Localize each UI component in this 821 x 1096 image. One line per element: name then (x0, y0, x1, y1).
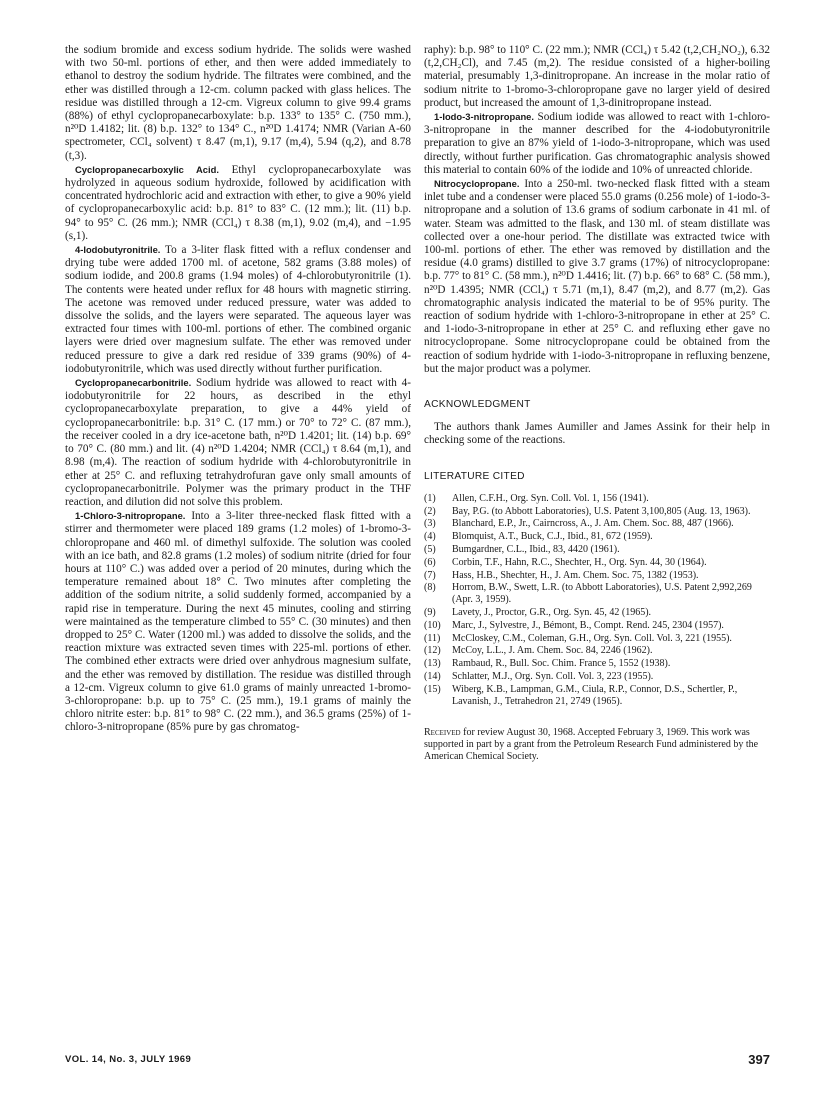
reference-number: (12) (424, 645, 441, 657)
section-heading: 1-Chloro-3-nitropropane. (75, 510, 186, 522)
reference-number: (5) (424, 544, 436, 556)
section-heading: Cyclopropanecarboxylic Acid. (75, 163, 219, 175)
reference-text: Allen, C.F.H., Org. Syn. Coll. Vol. 1, 156 (1941). (452, 492, 649, 504)
reference-number: (4) (424, 531, 436, 543)
reference-number: (14) (424, 671, 441, 683)
paragraph-text: the sodium bromide and excess sodium hydride. The solids were washed with two 50-ml. portions of ether, and then were added immediately to ethanol to destroy the sodium hydride. The filtrates were combined, and the ether was distilled through a 12-cm. column packed with glass helices. The residue was distilled through a 12-cm. Vigreux column to give 99.4 grams (88%) of ethyl cyclopropanecarboxylate: b.p. 133° to 135° C. (750 mm.), n²⁰D 1.4182; lit. (8) b.p. 132° to 134° C., n²⁰D 1.4174; NMR (Varian A-60 spectrometer, CCl₄ solvent) τ 8.47 (m,1), 9.17 (m,4), 5.94 (q,2), and 8.78 (t,3). (65, 44, 411, 162)
reference-text: Blanchard, E.P., Jr., Cairncross, A., J. Am. Chem. Soc. 88, 487 (1966). (452, 518, 734, 530)
paragraph-ester-workup (65, 44, 411, 163)
reference-text: Wiberg, K.B., Lampman, G.M., Ciula, R.P., Connor, D.S., Schertler, P., Lavanish, J., Tetrahedron 21, 2749 (1965). (452, 683, 738, 707)
reference-text: Bumgardner, C.L., Ibid., 83, 4420 (1961). (452, 544, 620, 556)
paragraph-text: Sodium iodide was allowed to react with 1-chloro-3-nitropropane in the manner described for the 4-iodobutyronitrile preparation to give an 87% yield of 1-iodo-3-nitropropane, which was used directly, without further purification. Gas chromatographic analysis showed this material to contain 60% of the iodide and 10% of unreacted chloride. (424, 111, 770, 176)
reference-text: Hass, H.B., Shechter, H., J. Am. Chem. Soc. 75, 1382 (1953). (452, 569, 699, 581)
paragraph-text: raphy): b.p. 98° to 110° C. (22 mm.); NMR (CCl₄) τ 5.42 (t,2,CH₂NO₂), 6.32 (t,2,CH₂Cl), and 7.45 (m,2). The residue consisted of a higher-boiling material, presumably 1,3-dinitropropane. An increase in the molar ratio of sodium nitrite to 1-bromo-3-chloropropane gave no larger yield of desired product, but increased the amount of 1,3-dinitropropane instead. (424, 44, 770, 109)
reference-text: Schlatter, M.J., Org. Syn. Coll. Vol. 3, 223 (1955). (452, 671, 654, 683)
reference-item (424, 658, 770, 670)
paragraph-chloro-nitropropane (65, 509, 411, 734)
reference-item (424, 607, 770, 619)
reference-number: (15) (424, 683, 441, 695)
reference-text: McCloskey, C.M., Coleman, G.H., Org. Syn. Coll. Vol. 3, 221 (1955). (452, 632, 732, 644)
reference-number: (11) (424, 632, 441, 644)
paragraph-cyclopropanecarbonitrile (65, 376, 411, 509)
received-text: for review August 30, 1968. Accepted February 3, 1969. This work was supported in part by a grant from the Petroleum Research Fund administered by the American Chemical Society. (424, 727, 759, 763)
paragraph-text: Into a 3-liter three-necked flask fitted with a stirrer and thermometer were placed 189 grams (1.2 moles) of 1-bromo-3-chloropropane and 460 ml. of dimethyl sulfoxide. The solution was cooled with an ice bath, and 82.8 grams (1.2 moles) of sodium nitrite (dried for four hours at 110° C.) was added over a period of 20 minutes, during which the temperature remained about 18° C. Two minutes after completing the addition of the sodium nitrite, a solid suddenly formed, accompanied by a rapid rise in temperature. During the next 45 minutes, cooling and stirring were maintained as the temperature climbed to 55° C. (30 minutes) and then dropped to 25° C. Water (1200 ml.) was added to dissolve the solids, and the reaction mixture was extracted seven times with 225-ml. portions of ether. The combined ether extracts were dried over anhydrous magnesium sulfate, and the ether was removed by distillation. The residue was distilled through a 12-cm. Vigreux column to give 61.0 grams of mainly unreacted 1-bromo-3-chloropropane: b.p. up to 75° C. (25 mm.), 19.1 grams of mainly the chloro nitrite ester: b.p. 81° to 98° C. (22 mm.), and 36.5 grams (25%) of 1-chloro-3-nitropropane (85% pure by gas chromatog- (65, 510, 411, 734)
reference-item (424, 493, 770, 505)
reference-text: Blomquist, A.T., Buck, C.J., Ibid., 81, 672 (1959). (452, 531, 653, 543)
reference-number: (13) (424, 658, 441, 670)
reference-number: (7) (424, 569, 436, 581)
reference-item (424, 582, 770, 606)
reference-text: Corbin, T.F., Hahn, R.C., Shechter, H., Org. Syn. 44, 30 (1964). (452, 556, 707, 568)
reference-text: Bay, P.G. (to Abbott Laboratories), U.S. Patent 3,100,805 (Aug. 13, 1963). (452, 505, 751, 517)
acknowledgment-heading: ACKNOWLEDGMENT (424, 399, 531, 411)
reference-item (424, 684, 770, 708)
reference-number: (9) (424, 607, 436, 619)
reference-number: (10) (424, 619, 441, 631)
reference-number: (2) (424, 505, 436, 517)
paragraph-nitrocyclopropane (424, 177, 770, 376)
page-footer (65, 1052, 770, 1068)
reference-text: Horrom, B.W., Swett, L.R. (to Abbott Laboratories), U.S. Patent 2,992,269 (Apr. 3, 1959). (452, 582, 752, 606)
reference-text: Lavety, J., Proctor, G.R., Org. Syn. 45, 42 (1965). (452, 607, 652, 619)
reference-item (424, 633, 770, 645)
reference-text: McCoy, L.L., J. Am. Chem. Soc. 84, 2246 (1962). (452, 645, 653, 657)
reference-number: (8) (424, 582, 436, 594)
acknowledgment-text: The authors thank James Aumiller and James Assink for their help in checking some of the reactions. (424, 421, 770, 447)
paragraph-iodo-nitropropane (424, 110, 770, 177)
literature-cited-heading: LITERATURE CITED (424, 470, 525, 482)
reference-item (424, 645, 770, 657)
left-column (65, 44, 411, 735)
reference-text: Rambaud, R., Bull. Soc. Chim. France 5, 1552 (1938). (452, 658, 671, 670)
section-heading: Cyclopropanecarbonitrile. (75, 377, 192, 389)
reference-item (424, 544, 770, 556)
paragraph-chromatography-continued (424, 44, 770, 110)
reference-number: (1) (424, 492, 436, 504)
reference-number: (6) (424, 556, 436, 568)
paragraph-iodobutyronitrile (65, 243, 411, 376)
reference-item (424, 570, 770, 582)
reference-item (424, 557, 770, 569)
page-number: 397 (748, 1052, 770, 1067)
reference-item (424, 531, 770, 543)
paragraph-text: Sodium hydride was allowed to react with 4-iodobutyronitrile for 22 hours, as described in the ethyl cyclopropanecarboxylate preparation, to give a 44% yield of cyclopropanecarbonitrile: b.p. 31° C. (17 mm.) or 70° to 72° C. (87 mm.), the receiver cooled in a dry ice-acetone bath, n²⁰D 1.4201; lit. (14) b.p. 69° to 70° C. (80 mm.) and lit. (4) n²⁰D 1.4204; NMR (CCl₄) τ 8.64 (m,1), and 8.98 (m,4). The reaction of sodium hydride with 4-chlorobutyronitrile in ether at 25° C. and refluxing tetrahydrofuran gave only small amounts of cyclopropanecarbonitrile. Polymer was the primary product in the THF reaction, and dilution did not solve this problem. (65, 377, 411, 508)
paragraph-text: Ethyl cyclopropanecarboxylate was hydrolyzed in aqueous sodium hydroxide, followed by acidification with concentrated hydrochloric acid and extraction with ether, to give a 90% yield of cyclopropanecarboxylic acid: b.p. 81° to 83° C. (12 mm.); lit. (11) b.p. 94° to 95° C. (26 mm.); NMR (CCl₄) τ 8.38 (m,1), 9.02 (m,4), and −1.95 (s,1). (65, 163, 411, 242)
journal-issue: VOL. 14, No. 3, JULY 1969 (65, 1054, 192, 1065)
reference-item (424, 506, 770, 518)
reference-item (424, 671, 770, 683)
reference-number: (3) (424, 518, 436, 530)
paragraph-cyclopropanecarboxylic-acid (65, 163, 411, 243)
reference-item (424, 518, 770, 530)
received-label: Received (424, 727, 461, 739)
section-heading: 1-Iodo-3-nitropropane. (434, 111, 534, 123)
right-column (424, 44, 770, 763)
reference-text: Marc, J., Sylvestre, J., Bémont, B., Compt. Rend. 245, 2304 (1957). (452, 619, 724, 631)
section-heading: 4-Iodobutyronitrile. (75, 244, 161, 256)
reference-list (424, 493, 770, 708)
paragraph-text: Into a 250-ml. two-necked flask fitted with a steam inlet tube and a condenser were placed 55.0 grams (0.256 mole) of 1-iodo-3-nitropropane and a solution of 13.6 grams of sodium carbonate in 41 ml. of water. Steam was admitted to the flask, and 130 ml. of steam distillate was collected over a one-hour period. The distillate was extracted twice with 100-ml. portions of ether. The ether was removed by distillation and the residue (4.0 grams) distilled to give 3.7 grams (17%) of nitrocyclopropane: b.p. 77° to 81° C. (58 mm.), n²⁰D 1.4416; lit. (7) b.p. 66° to 68° C. (58 mm.), n²⁰D 1.4395; NMR (CCl₄) τ 5.71 (m,1), 8.47 (m,2), and 8.77 (m,2). Gas chromatographic analysis indicated the material to be of 95% purity. The reaction of sodium hydride with 1-chloro-3-nitropropane in ether at 25° C. and 1-iodo-3-nitropropane in ether at 25° C. and refluxing ether gave no nitrocyclopropane. Some nitrocyclopropane could be obtained from the reaction of sodium hydride with 1-iodo-3-nitropropane in refluxing benzene, but the major product was a polymer. (424, 178, 770, 375)
paragraph-text: To a 3-liter flask fitted with a reflux condenser and drying tube were added 1700 ml. of acetone, 582 grams (3.88 moles) of sodium iodide, and 200.8 grams (1.94 moles) of 4-chlorobutyronitrile (1). The contents were heated under reflux for 48 hours with magnetic stirring. The acetone was removed under reduced pressure, water was added to dissolve the solids, and the layers were separated. The aqueous layer was extracted four times with 100-ml. portions of ether. The combined organic layers were dried over magnesium sulfate. The ether was removed under reduced pressure to give a dark red residue of 339 grams (90%) of 4-iodobutyronitrile, which was used directly without further purification. (65, 244, 411, 375)
reference-item (424, 620, 770, 632)
section-heading: Nitrocyclopropane. (434, 178, 520, 190)
received-note (424, 727, 770, 763)
